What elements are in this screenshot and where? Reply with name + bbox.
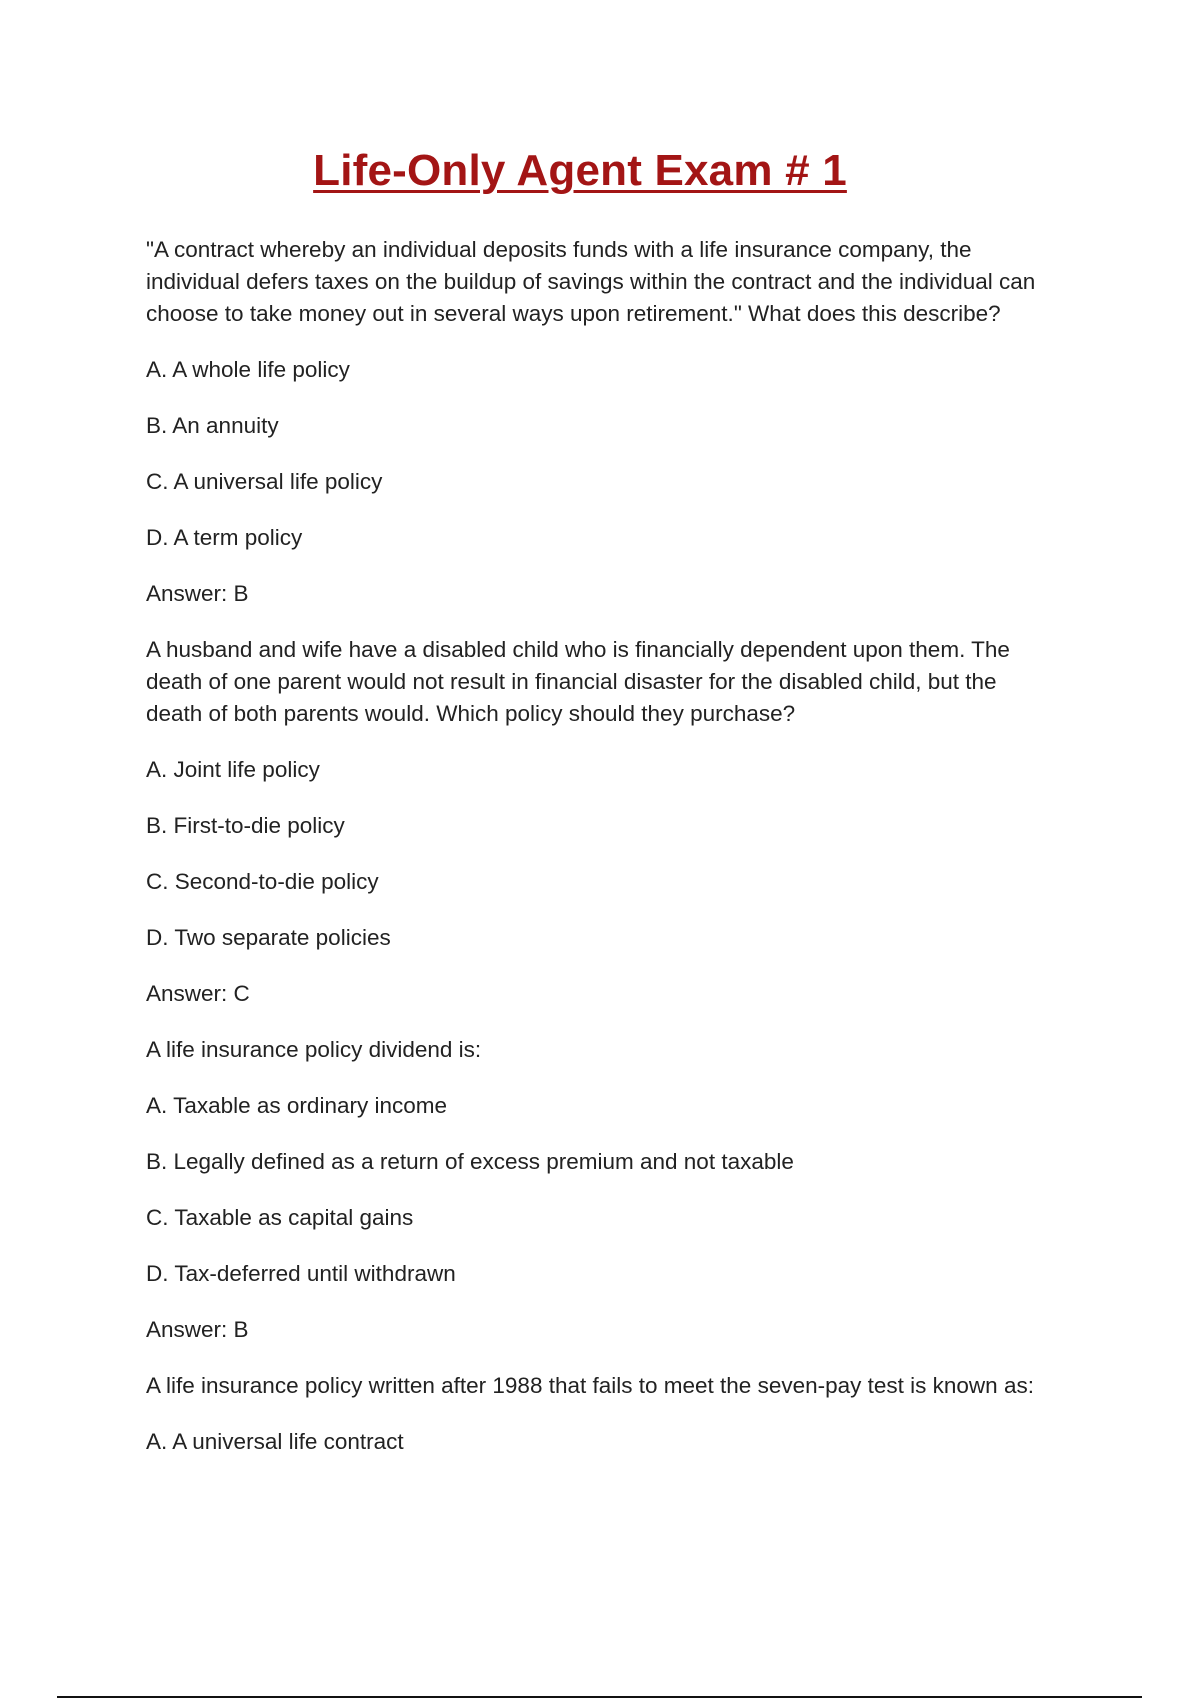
answer-option: B. Legally defined as a return of excess premium and not taxable [146,1149,794,1174]
question-block [146,1034,1046,1370]
answer-key: Answer: B [146,1317,249,1342]
page-title [0,146,1160,196]
exam-content [146,234,1046,1458]
question-block [146,634,1046,1034]
answer-key: Answer: C [146,981,250,1006]
answer-option: C. Second-to-die policy [146,869,379,894]
answer-option: A. A universal life contract [146,1429,404,1454]
answer-option: B. First-to-die policy [146,813,345,838]
answer-option: C. Taxable as capital gains [146,1205,414,1230]
question-block [146,234,1046,634]
answer-option: B. An annuity [146,413,279,438]
answer-option: D. Two separate policies [146,925,391,950]
answer-option: C. A universal life policy [146,469,383,494]
answer-option: A. A whole life policy [146,357,350,382]
question-text: A life insurance policy dividend is: [146,1037,482,1062]
question-text: "A contract whereby an individual deposits funds with a life insurance company, the individual defers taxes on the buildup of savings within the contract and the individual can choose to take money out in several ways upon retirement." What does this describe? [146,237,1036,326]
question-text: A life insurance policy written after 1988 that fails to meet the seven-pay test is known as: [146,1373,1034,1398]
answer-option: D. Tax-deferred until withdrawn [146,1261,456,1286]
answer-key: Answer: B [146,581,249,606]
page-bottom-divider [57,1696,1142,1698]
answer-option: D. A term policy [146,525,303,550]
answer-option: A. Taxable as ordinary income [146,1093,447,1118]
answer-option: A. Joint life policy [146,757,320,782]
page-title-text: Life-Only Agent Exam # 1 [313,146,847,195]
question-block [146,1370,1046,1458]
question-text: A husband and wife have a disabled child who is financially dependent upon them. The death of one parent would not result in financial disaster for the disabled child, but the death of both parents would. Which policy should they purchase? [146,637,1010,726]
